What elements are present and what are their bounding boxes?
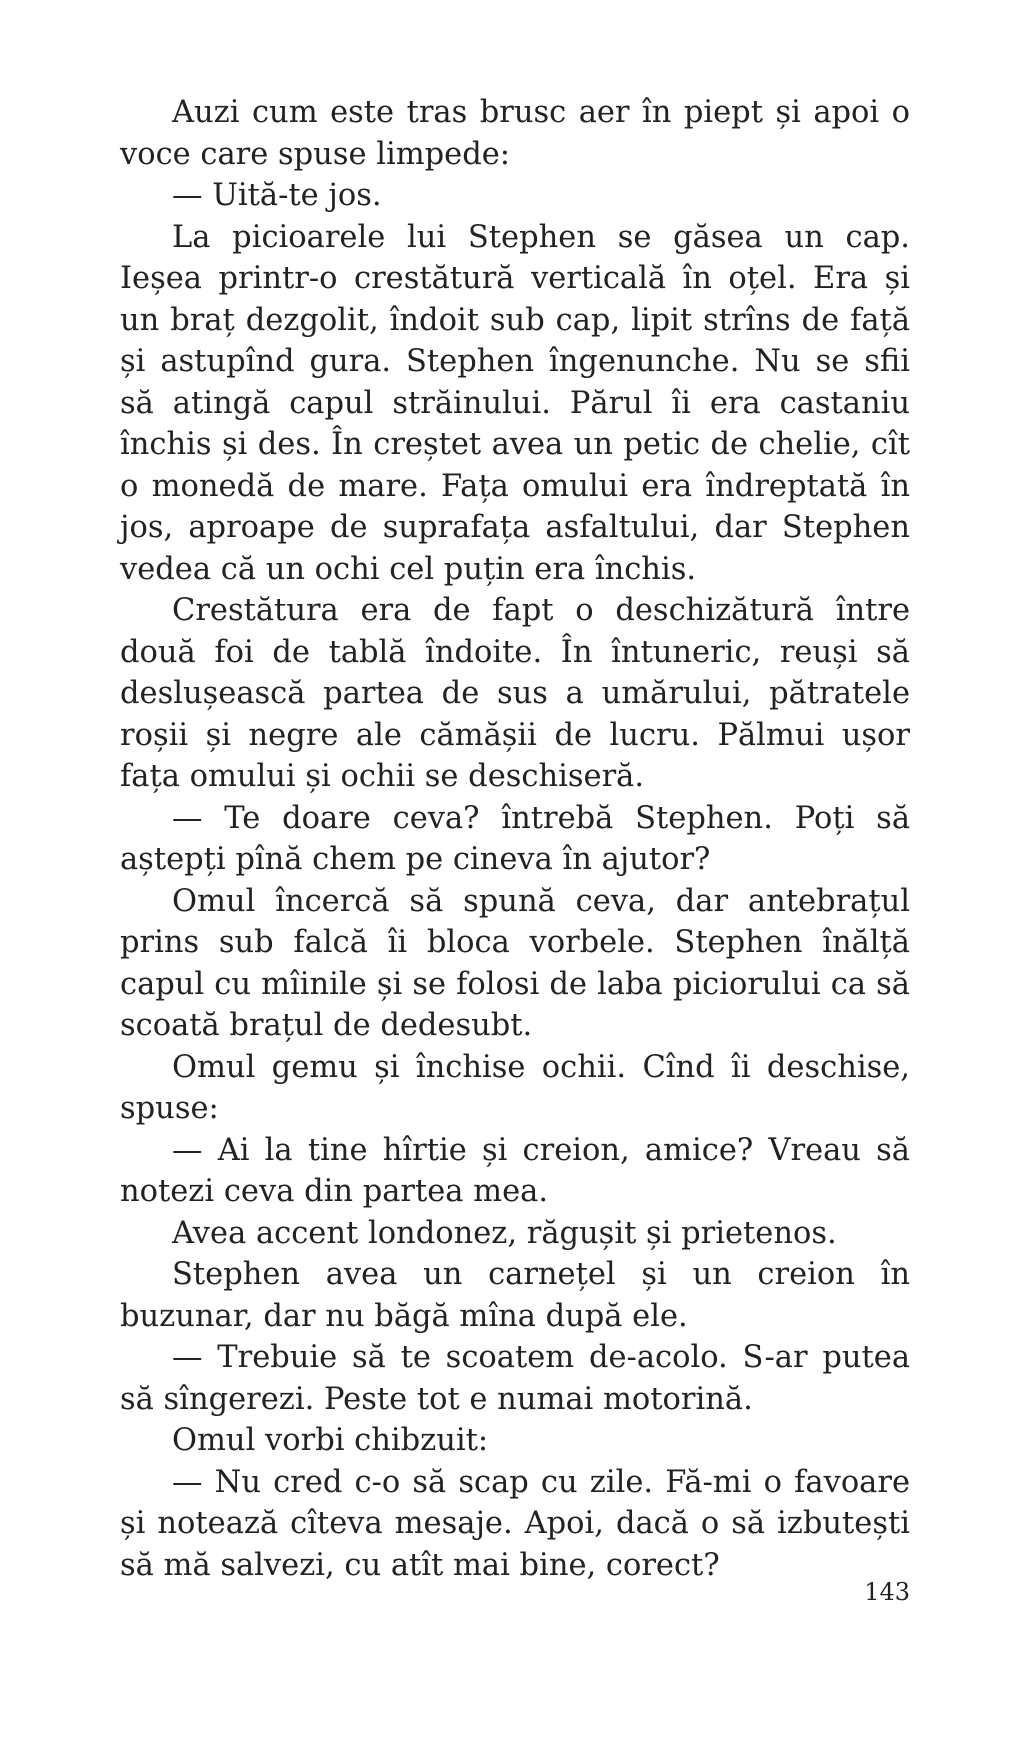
paragraph: Omul gemu și închise ochii. Cînd îi deschise, spuse: (120, 1049, 910, 1126)
paragraph: Crestătura era de fapt o deschizătură între două foi de tablă îndoite. În întuneric, reuși să deslușească partea de sus a umărului, pătratele roșii și negre ale cămășii de lucru. Pălmui ușor fața omului și ochii se deschiseră. (120, 593, 910, 794)
paragraph: Stephen avea un carnețel și un creion în buzunar, dar nu băgă mîna după ele. (120, 1257, 910, 1334)
paragraph: La picioarele lui Stephen se găsea un cap. Ieșea printr-o crestătură verticală în oțel. Era și un braț dezgolit, îndoit sub cap, lipit strîns de față și astupînd gura. Stephen îngenunche. Nu se sfii să atingă capul străinului. Părul îi era castaniu închis și des. În creștet avea un petic de chelie, cît o monedă de mare. Fața omului era îndreptată în jos, aproape de suprafața asfaltului, dar Stephen vedea că un ochi cel puțin era închis. (120, 219, 910, 587)
page-body (120, 92, 910, 1586)
paragraph: Avea accent londonez, răgușit și prietenos. (172, 1215, 837, 1251)
paragraph: — Trebuie să te scoatem de-acolo. S-ar putea să sîngerezi. Peste tot e numai motorină. (120, 1340, 910, 1417)
page-number: 143 (864, 1578, 910, 1606)
paragraph: Omul încercă să spună ceva, dar antebrațul prins sub falcă îi bloca vorbele. Stephen înălță capul cu mîinile și se folosi de laba piciorului ca să scoată brațul de dedesubt. (120, 883, 910, 1043)
paragraph: Auzi cum este tras brusc aer în piept și apoi o voce care spuse limpede: (120, 95, 910, 172)
paragraph: — Uită-te jos. (172, 178, 382, 213)
paragraph: — Nu cred c-o să scap cu zile. Fă-mi o favoare și notează cîteva mesaje. Apoi, dacă o să izbutești să mă salvezi, cu atît mai bine, corect? (120, 1464, 910, 1583)
paragraph: — Ai la tine hîrtie și creion, amice? Vreau să notezi ceva din partea mea. (120, 1132, 910, 1209)
paragraph: — Te doare ceva? întrebă Stephen. Poți să aștepți pînă chem pe cineva în ajutor? (120, 800, 910, 877)
paragraph: Omul vorbi chibzuit: (172, 1423, 489, 1458)
